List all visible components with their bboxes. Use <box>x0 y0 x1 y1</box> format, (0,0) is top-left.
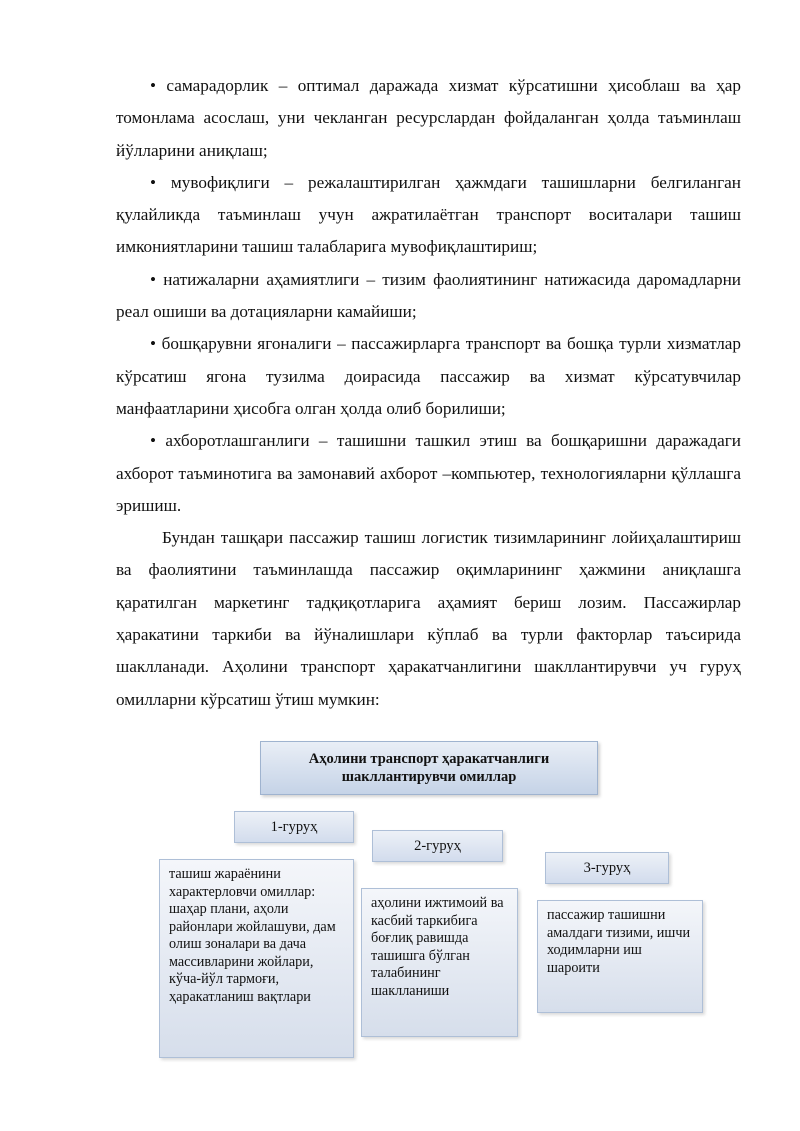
bullet-results-significance: • натижаларни аҳамиятлиги – тизим фаолиятининг натижасида даромадларни реал ошиши ва дотацияларни камайиши; <box>116 269 741 322</box>
body-text <box>116 70 741 716</box>
bullet-efficiency: • самарадорлик – оптимал даражада хизмат кўрсатишни ҳисоблаш ва ҳар томонлама асослаш, уни чекланган ресурслардан фойдаланган ҳолда таъминлаш йўлларини аниқлаш; <box>116 76 741 160</box>
group-2-label: 2-гуруҳ <box>372 830 503 862</box>
bullet-conformity: • мувофиқлиги – режалаштирилган ҳажмдаги ташишларни белгиланган қулайликда таъминлаш учун ажратилаётган транспорт воситалари ташиш имкониятларини ташиш талабларига мувофиқлаштириш; <box>116 172 741 257</box>
bullet-management-unity: • бошқарувни ягоналиги – пассажирларга транспорт ва бошқа турли хизматлар кўрсатиш ягона тузилма доирасида пассажир ва хизмат кўрсатувчилар манфаатларини ҳисобга олган ҳолда олиб борилиши; <box>116 334 741 418</box>
group-1-description: ташиш жараёнини характерловчи омиллар: шаҳар плани, аҳоли районлари жойлашуви, дам олиш зоналари ва дача массивларини жойлари, кўча-йўл тармоғи, ҳаракатланиш вақтлари <box>159 859 354 1058</box>
group-3-label: 3-гуруҳ <box>545 852 669 884</box>
group-1-label: 1-гуруҳ <box>234 811 354 843</box>
diagram-title: Аҳолини транспорт ҳаракатчанлиги шакллантирувчи омиллар <box>260 741 598 795</box>
main-paragraph: Бундан ташқари пассажир ташиш логистик тизимларининг лойиҳалаштириш ва фаолиятини таъминлашда пассажир оқимларининг ҳажмини аниқлашга қаратилган маркетинг тадқиқотларига аҳамият бериш лозим. Пассажирлар ҳаракатини таркиби ва йўналишлари кўплаб ва турли факторлар таъсирида шаклланади. Аҳолини транспорт ҳаракатчанлигини шакллантирувчи уч гуруҳ омилларни кўрсатиш ўтиш мумкин: <box>116 528 741 709</box>
group-3-description: пассажир ташишни амалдаги тизими, ишчи ходимларни иш шароити <box>537 900 703 1013</box>
bullet-informatization: • ахборотлашганлиги – ташишни ташкил этиш ва бошқаришни даражадаги ахборот таъминотига ва замонавий ахборот –компьютер, технологияларни қўллашга эришиш. <box>116 431 741 515</box>
group-2-description: аҳолини ижтимоий ва касбий таркибига боғлиқ равишда ташишга бўлган талабининг шаклланиши <box>361 888 518 1037</box>
